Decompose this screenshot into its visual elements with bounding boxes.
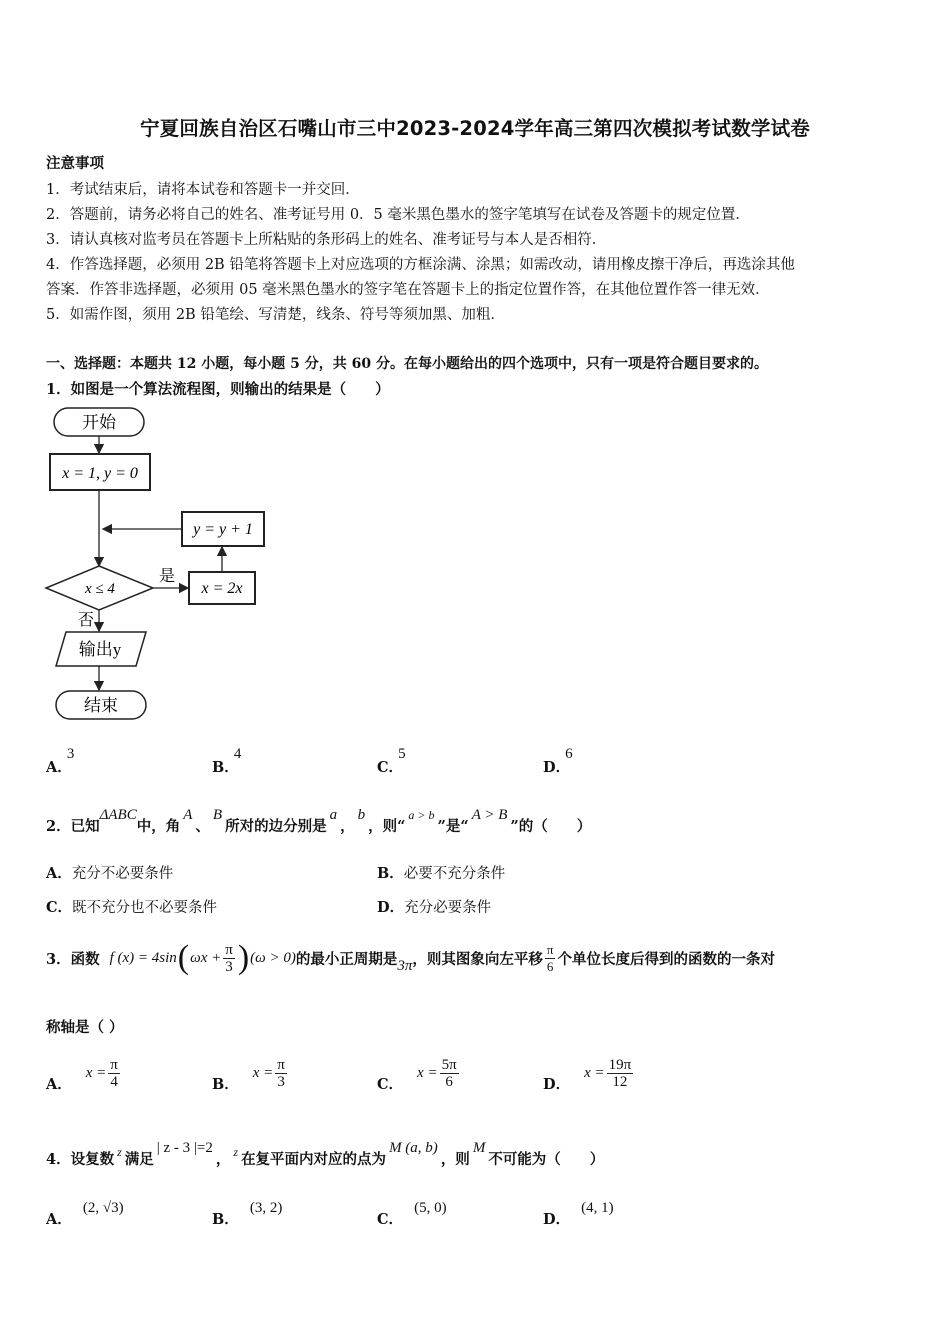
- question-3-stem-cont: 称轴是（ ）: [46, 1019, 124, 1036]
- question-3-stem: 3．函数 f (x) = 4sin ( ωx + $\frac{\pi}{3}$ ) (ω > 0) 的最小正周期是 3π ，则其图象向左平移 $\frac{\pi}{6}$ 个单位长度后得到的函数的一条对: [46, 939, 775, 976]
- flow-decision-label: x ≤ 4: [85, 581, 115, 597]
- option-b[interactable]: B． x = $\frac{\pi}{3}$: [212, 1056, 285, 1093]
- option-a[interactable]: A． 3: [46, 746, 75, 776]
- option-b[interactable]: B． 4: [212, 746, 242, 776]
- option-b[interactable]: B．必要不充分条件: [377, 865, 506, 882]
- option-d[interactable]: D． (4, 1): [543, 1200, 614, 1228]
- notice-item: 1．考试结束后，请将本试卷和答题卡一并交回．: [46, 182, 360, 198]
- question-4-stem: 4．设复数 $^z$ 满足| z - 3 |=2， $^z$ 在复平面内对应的点为M (a, b)，则M不可能为（ ）: [46, 1140, 605, 1168]
- option-a[interactable]: A． x = $\frac{\pi}{4}$: [46, 1056, 118, 1093]
- option-a[interactable]: A．充分不必要条件: [46, 865, 174, 882]
- flow-start-label: 开始: [82, 413, 116, 432]
- section-heading: 一、选择题：本题共 12 小题，每小题 5 分，共 60 分。在每小题给出的四个选项中，只有一项是符合题目要求的。: [46, 356, 768, 372]
- flow-update-y-label: y = y + 1: [193, 521, 253, 538]
- option-c[interactable]: C． x = $\frac{5\pi}{6}$: [377, 1056, 457, 1093]
- flow-output-label: 输出y: [78, 640, 122, 659]
- flow-yes-label: 是: [158, 568, 176, 585]
- flow-update-x-label: x = 2x: [201, 580, 243, 597]
- notice-item: 3．请认真核对监考员在答题卡上所粘贴的条形码上的姓名、准考证号与本人是否相符．: [46, 232, 607, 248]
- flowchart: [40, 400, 280, 730]
- flow-end-label: 结束: [84, 696, 118, 715]
- notice-item: 答案．作答非选择题，必须用 05 毫米黑色墨水的签字笔在答题卡上的指定位置作答，在其他位置作答一律无效．: [46, 282, 770, 298]
- option-d[interactable]: D． 6: [543, 746, 573, 776]
- notice-item: 4．作答选择题，必须用 2B 铅笔将答题卡上对应选项的方框涂满、涂黑；如需改动，请用橡皮擦干净后，再选涂其他: [46, 257, 795, 273]
- option-c[interactable]: C． 5: [377, 746, 406, 776]
- option-a[interactable]: A． (2, √3): [46, 1200, 124, 1228]
- notice-item: 2．答题前，请务必将自己的姓名、准考证号用 0．5 毫米黑色墨水的签字笔填写在试卷及答题卡的规定位置．: [46, 207, 750, 223]
- option-c[interactable]: C．既不充分也不必要条件: [46, 899, 218, 916]
- flow-no-label: 否: [77, 612, 95, 629]
- option-c[interactable]: C． (5, 0): [377, 1200, 447, 1228]
- question-2-stem: 2．已知ΔABC中，角A、B所对的边分别是a，b，则“$^{a > b}$”是“A > B”的（ ）: [46, 807, 592, 835]
- notice-item: 5．如需作图，须用 2B 铅笔绘、写清楚，线条、符号等须加黑、加粗．: [46, 307, 505, 323]
- page-title: 宁夏回族自治区石嘴山市三中2023-2024学年高三第四次模拟考试数学试卷: [139, 117, 811, 140]
- flow-init-label: x = 1, y = 0: [62, 465, 138, 482]
- option-d[interactable]: D．充分必要条件: [377, 899, 492, 916]
- option-d[interactable]: D． x = $\frac{19\pi}{12}$: [543, 1056, 632, 1093]
- question-1-stem: 1．如图是一个算法流程图，则输出的结果是（ ）: [46, 381, 390, 398]
- option-b[interactable]: B． (3, 2): [212, 1200, 283, 1228]
- notice-heading: 注意事项: [46, 155, 104, 172]
